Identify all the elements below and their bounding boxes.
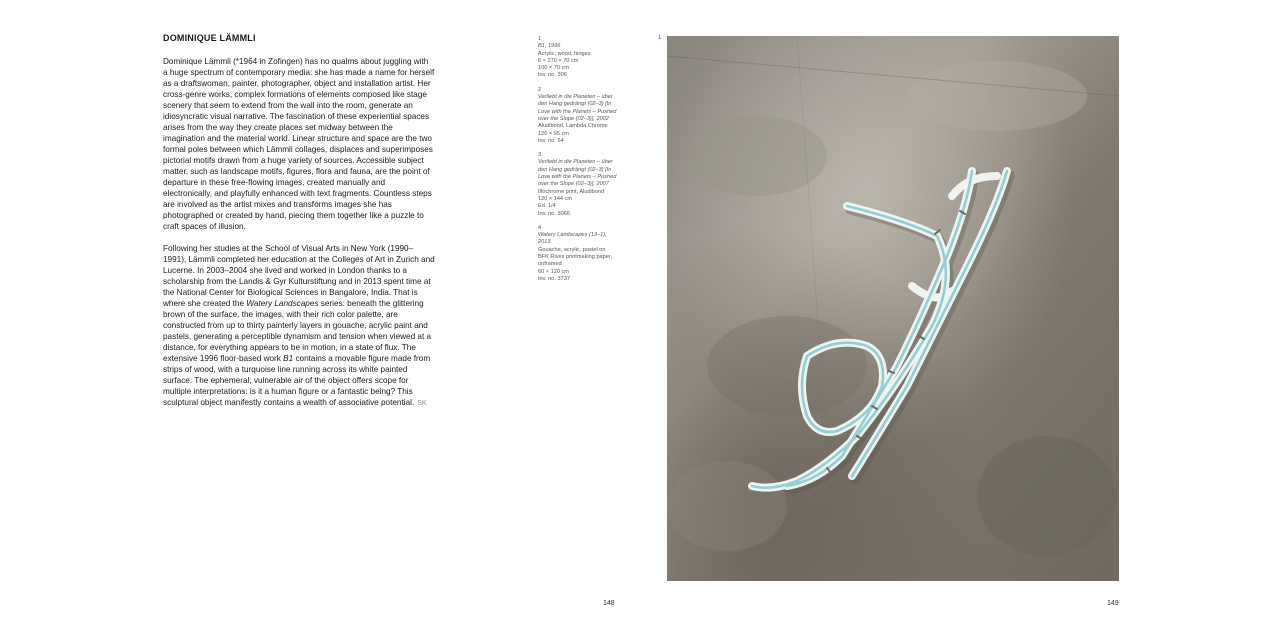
caption-column bbox=[538, 36, 620, 290]
artwork-photograph bbox=[667, 36, 1119, 581]
paragraph-1: Dominique Lämmli (*1964 in Zofingen) has no qualms about juggling with a huge spectrum of contemporary media: she has made a name for herself as a draftswoman, painter, photographer, object and installation artist. Her cross-genre works, complex formations of elements composed like stage scenery that seem to extend from the wall into the room, generate an idiosyncratic visual narrative. The fascination of these experiential spaces arises from the way they create places set midway between the imagination and the material world. Linear structure and space are the two formal poles between which Lämmli collages, displaces and superimposes pictorial motifs drawn from a huge variety of sources. Accessible subject matter, such as landscape motifs, figures, flora and fauna, are the point of departure in these free-flowing images, created manually and electronically, and playfully enhanced with text fragments. Countless steps are involved as the artist mixes and transforms images she has photographed or created by hand, piecing them together like a puzzle to craft spaces of illusion. bbox=[163, 57, 435, 231]
page-number-right: 149 bbox=[1107, 600, 1119, 607]
plate-number: 1 bbox=[658, 35, 662, 41]
paragraph-2-part-a: Following her studies at the School of Visual Arts in New York (1990–1991), Lämmli completed her education at the Colleges of Art in Zurich and Lucerne. In 2003–2004 she lived and worked in London thanks to a scholarship from the Landis & Gyr Kulturstiftung and in 2013 spent time at the National Center for Biological Sciences in Bangalore, India. That is where she created the bbox=[163, 244, 435, 308]
caption-number: 3 bbox=[538, 152, 542, 159]
caption-number: 2 bbox=[538, 86, 542, 93]
floor-sculpture-image bbox=[667, 36, 1119, 581]
caption-line: 100 × 70 cm bbox=[538, 65, 569, 72]
caption-title: B1, 1996 bbox=[538, 43, 561, 50]
page-number-left: 148 bbox=[603, 600, 615, 607]
caption-line: Ed. 1/4 bbox=[538, 203, 556, 210]
work-title: B1 bbox=[283, 354, 294, 363]
caption-line: Ilfochrome print, Aludibond bbox=[538, 188, 605, 195]
caption-line: Aludibond, Lambda Chrome bbox=[538, 123, 608, 130]
caption-line: Inv. no. 3066 bbox=[538, 210, 570, 217]
caption-title: Watery Landscapes (13–1), 2013 bbox=[538, 232, 607, 246]
caption-title: Verliebt in die Planeten – über den Hang gedrängt (02–3) [In Love with the Planets – Pushed over the Slope (02–3)], 2002 bbox=[538, 94, 617, 122]
caption-line: Acrylic, wood, hinges bbox=[538, 50, 591, 57]
paragraph-2-part-b: series: beneath the glittering brown of the surface, the images, with their rich color palette, are constructed from up to thirty painterly layers in gouache, acrylic paint and pastels, generating a perceptible dynamism and tension when viewed at a distance, for everything appears to be in motion, in a state of flux. The extensive 1996 floor-based work bbox=[163, 299, 432, 363]
author-initials: SK bbox=[417, 400, 427, 407]
caption-number: 1 bbox=[538, 36, 542, 42]
caption-line: 120 × 144 cm bbox=[538, 195, 573, 202]
paragraph-2 bbox=[163, 243, 435, 409]
paragraph-2-part-c: contains a movable figure made from strips of wood, with a turquoise line running across its white painted surface. The ephemeral, vulnerable air of the object offers scope for multiple interpretations: is it a human figure or a fantastic being? This sculptural object manifestly contains a wealth of associative potential. bbox=[163, 354, 431, 407]
caption-1 bbox=[538, 36, 620, 80]
caption-line: 6 × 270 × 70 cm bbox=[538, 57, 579, 64]
caption-3 bbox=[538, 152, 620, 218]
caption-title: Verliebt in die Planeten – über den Hang gedrängt (02–3) [In Love with the Planets – Pushed over the Slope (02–3)], 2007 bbox=[538, 159, 617, 188]
page-heading: DOMINIQUE LÄMMLI bbox=[163, 33, 256, 43]
caption-number: 4 bbox=[538, 224, 542, 231]
caption-line: BFK Rives printmaking paper, bbox=[538, 254, 612, 261]
caption-line: Inv. no. 3737 bbox=[538, 275, 570, 282]
caption-4 bbox=[538, 225, 620, 283]
caption-line: Inv. no. 64 bbox=[538, 137, 564, 144]
article-body bbox=[163, 56, 435, 420]
caption-2 bbox=[538, 87, 620, 145]
caption-line: Gouache, acrylic, pastel on bbox=[538, 246, 606, 253]
caption-line: 60 × 120 cm bbox=[538, 268, 569, 275]
series-title: Watery Landscapes bbox=[246, 299, 319, 308]
caption-line: unframed bbox=[538, 261, 562, 268]
caption-line: Inv. no. 306 bbox=[538, 72, 567, 79]
caption-line: 120 × 95 cm bbox=[538, 130, 569, 137]
